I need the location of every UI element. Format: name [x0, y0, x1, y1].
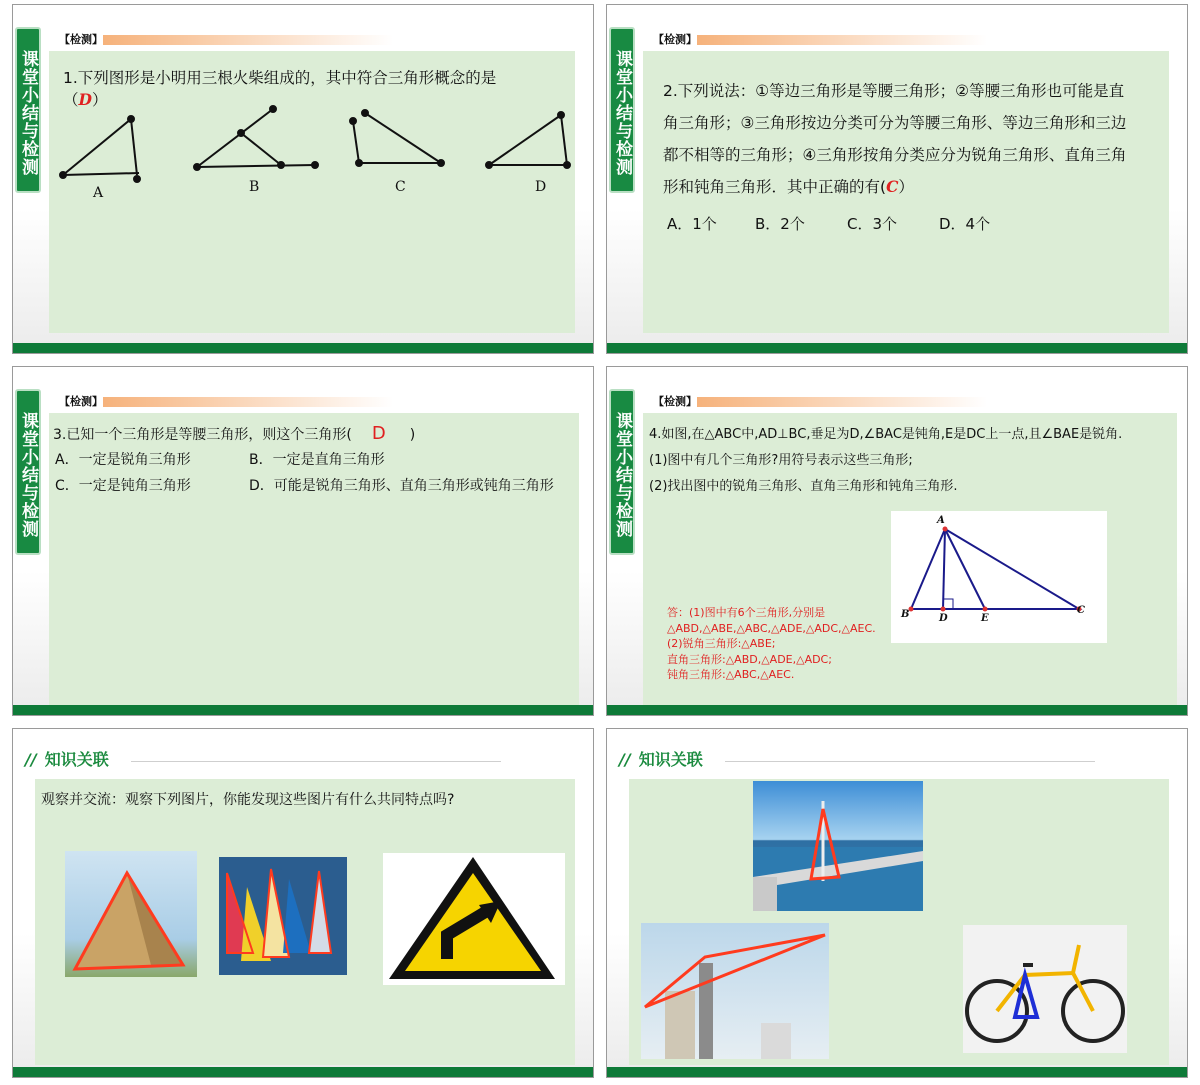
question-2-text: 2.下列说法：①等边三角形是等腰三角形；②等腰三角形也可能是直角三角形；③三角形按边分类可分为等腰三角形、等边三角形和三边都不相等的三角形；④三角形按角分类应分为锐角三角形、直角三角形和钝角三角形．其中正确的有(C） — [663, 82, 1127, 196]
point-a-label: A — [937, 515, 945, 526]
option-d[interactable]: D．可能是锐角三角形、直角三角形或钝角三角形 — [249, 478, 554, 494]
sidebar-tab: 课堂小结与检测 — [15, 27, 41, 193]
question-3-text: 3.已知一个三角形是等腰三角形，则这个三角形( D ) — [53, 423, 416, 444]
sailboats-image — [219, 857, 347, 975]
option-c[interactable]: C．3个 — [847, 215, 898, 233]
section-tag: 【检测】 — [653, 395, 697, 408]
section-tag: 【检测】 — [59, 395, 103, 408]
figure-label-c: C — [395, 179, 406, 195]
bridge-image — [753, 781, 923, 911]
point-b-label: B — [901, 609, 910, 620]
answer: D — [78, 90, 92, 109]
sidebar-tab: 课堂小结与检测 — [15, 389, 41, 555]
slide-4[interactable] — [606, 366, 1188, 716]
triangle-figure — [891, 511, 1107, 643]
question-4-line-2: (1)图中有几个三角形?用符号表示这些三角形; — [649, 453, 913, 468]
observe-prompt: 观察并交流：观察下列图片，你能发现这些图片有什么共同特点吗? — [41, 792, 455, 808]
option-a[interactable]: A．一定是锐角三角形 — [55, 452, 191, 468]
section-tag: 【检测】 — [653, 33, 697, 46]
section-heading: // 知识关联 — [25, 750, 109, 769]
crane-image — [641, 923, 829, 1059]
slash-icon: // — [25, 750, 37, 769]
answer: C — [886, 177, 899, 196]
option-b[interactable]: B．一定是直角三角形 — [249, 452, 385, 468]
slide-3[interactable] — [12, 366, 594, 716]
slash-icon: // — [619, 750, 631, 769]
answer: D — [371, 423, 386, 444]
matchstick-figures — [53, 101, 573, 211]
option-d[interactable]: D．4个 — [939, 215, 991, 233]
traffic-sign-image — [383, 853, 565, 985]
question-1-text: 1.下列图形是小明用三根火柴组成的，其中符合三角形概念的是（D） — [63, 69, 497, 109]
figure-label-a: A — [93, 185, 104, 201]
point-d-label: D — [939, 613, 948, 624]
slide-6[interactable] — [606, 728, 1188, 1078]
sidebar-tab: 课堂小结与检测 — [609, 27, 635, 193]
option-a[interactable]: A．1个 — [667, 215, 717, 233]
slide-2[interactable] — [606, 4, 1188, 354]
section-tag: 【检测】 — [59, 33, 103, 46]
question-4-line-1: 4.如图,在△ABC中,AD⊥BC,垂足为D,∠BAC是钝角,E是DC上一点,且∠BAE是锐角. — [649, 427, 1123, 442]
section-heading: // 知识关联 — [619, 750, 703, 769]
figure-label-b: B — [249, 179, 260, 195]
pyramid-image — [65, 851, 197, 977]
figure-label-d: D — [535, 179, 547, 195]
bicycle-image — [963, 925, 1127, 1053]
slide-1[interactable] — [12, 4, 594, 354]
question-4-line-3: (2)找出图中的锐角三角形、直角三角形和钝角三角形. — [649, 479, 958, 494]
point-e-label: E — [981, 613, 989, 624]
option-c[interactable]: C．一定是钝角三角形 — [55, 478, 191, 494]
point-c-label: C — [1077, 605, 1085, 616]
slide-5[interactable] — [12, 728, 594, 1078]
sidebar-tab: 课堂小结与检测 — [609, 389, 635, 555]
answer-block: 答：(1)图中有6个三角形,分别是 △ABD,△ABE,△ABC,△ADE,△ADC,△AEC. (2)锐角三角形:△ABE; 直角三角形:△ABD,△ADE,△ADC; 钝角三角形:△ABC,△AEC. — [667, 606, 876, 681]
option-b[interactable]: B．2个 — [755, 215, 805, 233]
